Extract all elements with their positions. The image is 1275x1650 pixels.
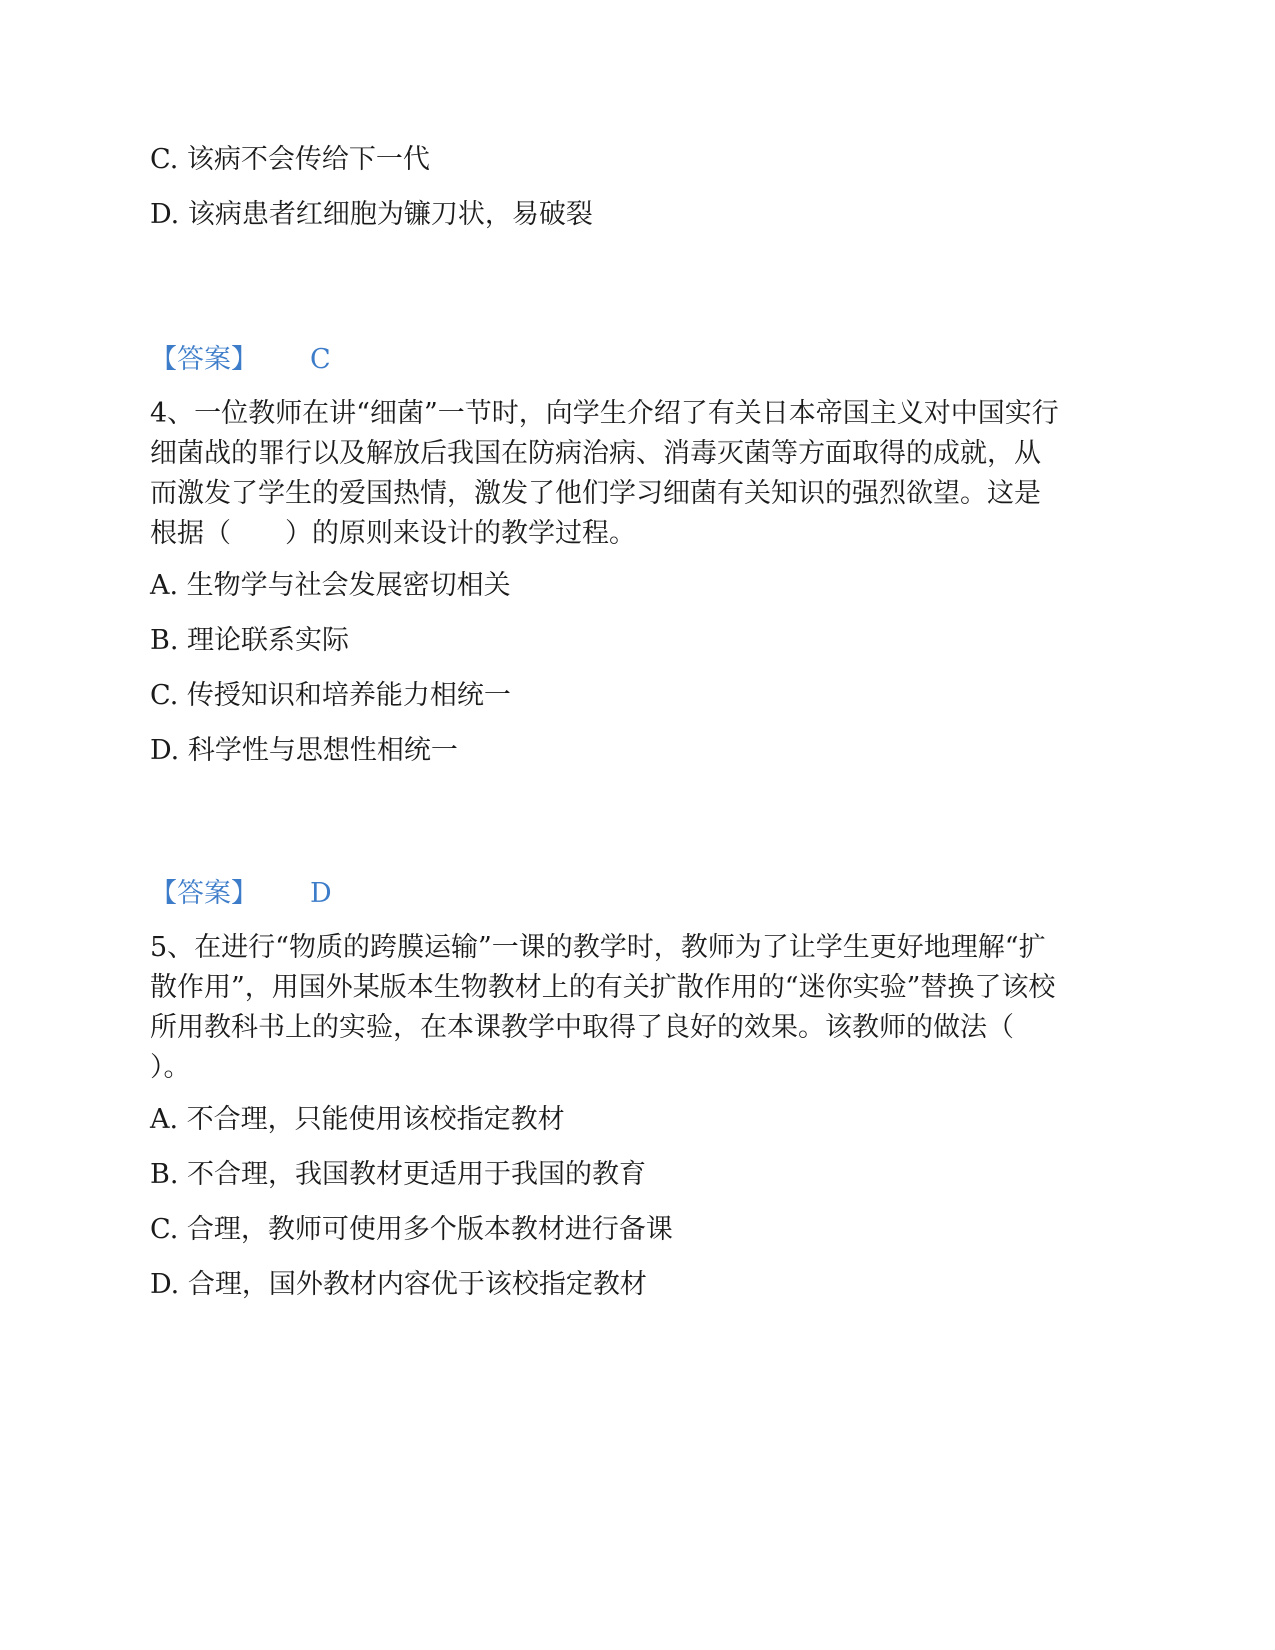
q3-option-d: D. 该病患者红细胞为镰刀状，易破裂 [150,199,593,230]
q5-stem [150,928,1130,1088]
q5-stem-line: 所用教科书上的实验，在本课教学中取得了良好的效果。该教师的做法（ [150,1012,1014,1043]
q3-answer [150,340,331,380]
answer-value: C [310,344,331,375]
q4-stem-line: 而激发了学生的爱国热情，激发了他们学习细菌有关知识的强烈欲望。这是 [150,478,1041,509]
q5-option-c: C. 合理，教师可使用多个版本教材进行备课 [150,1214,673,1245]
q5-option-b: B. 不合理，我国教材更适用于我国的教育 [150,1159,647,1190]
q4-stem-line: 细菌战的罪行以及解放后我国在防病治病、消毒灭菌等方面取得的成就，从 [150,438,1041,469]
q4-option-c: C. 传授知识和培养能力相统一 [150,680,511,711]
answer-label: 【答案】 [150,344,258,375]
q4-option-d: D. 科学性与思想性相统一 [150,735,458,766]
q4-stem-line: 4、一位教师在讲“细菌”一节时，向学生介绍了有关日本帝国主义对中国实行 [150,398,1059,429]
q3-option-c: C. 该病不会传给下一代 [150,144,430,175]
q4-option-a: A. 生物学与社会发展密切相关 [150,570,511,601]
q5-option-d: D. 合理，国外教材内容优于该校指定教材 [150,1269,647,1300]
q5-stem-line: ）。 [150,1052,191,1083]
q4-stem [150,394,1130,554]
answer-value: D [310,878,332,909]
q4-stem-line: 根据（ ）的原则来设计的教学过程。 [150,518,636,549]
q4-option-b: B. 理论联系实际 [150,625,350,656]
q5-option-a: A. 不合理，只能使用该校指定教材 [150,1104,565,1135]
q4-answer [150,874,332,914]
q5-stem-line: 散作用”，用国外某版本生物教材上的有关扩散作用的“迷你实验”替换了该校 [150,972,1056,1003]
answer-label: 【答案】 [150,878,258,909]
q5-stem-line: 5、在进行“物质的跨膜运输”一课的教学时，教师为了让学生更好地理解“扩 [150,932,1046,963]
